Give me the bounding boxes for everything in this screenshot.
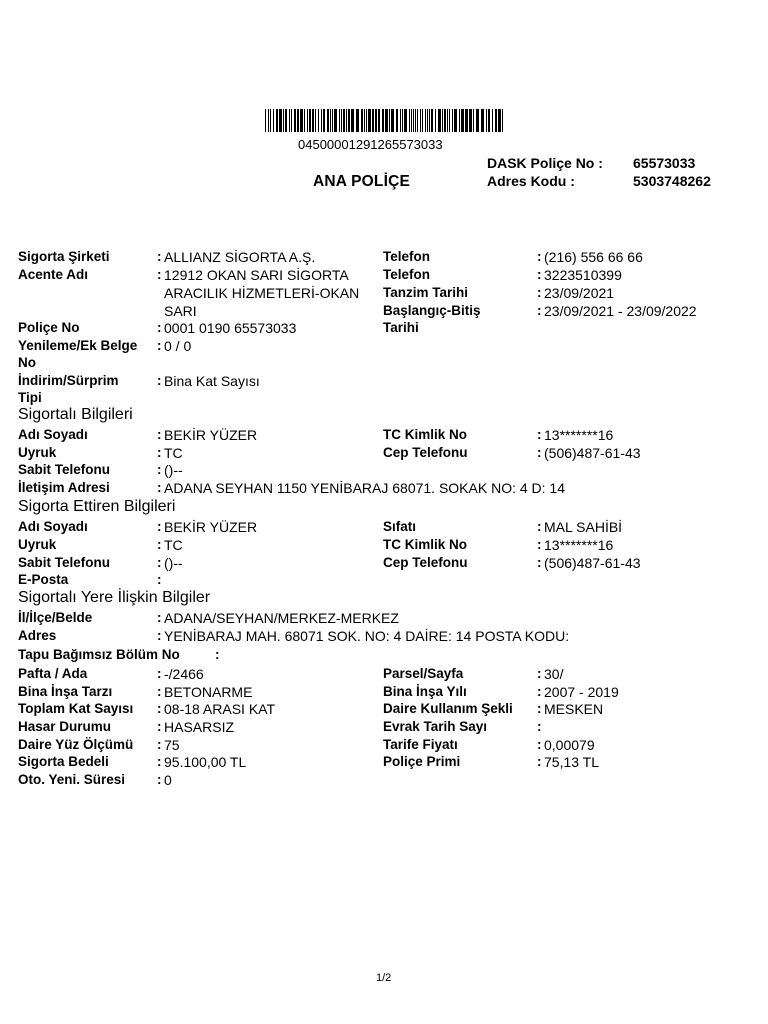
area-value: 75 [164,737,180,753]
colon: : [157,320,162,335]
colon: : [157,572,162,587]
colon: : [157,267,162,282]
colon: : [537,666,542,681]
colon: : [537,445,542,460]
colon: : [215,647,220,662]
usage-type-value: MESKEN [544,701,604,717]
agency-value-line3: SARI [164,303,197,319]
colon: : [157,537,162,552]
colon: : [157,666,162,681]
insured-nationality-value: TC [164,445,183,461]
colon: : [537,737,542,752]
dask-policy-label: DASK Poliçe No : [487,155,603,171]
phone-label: Telefon [383,249,430,264]
colon: : [157,610,162,625]
insurer-label: Sigorta Şirketi [18,249,110,264]
colon: : [537,427,542,442]
period-label: Başlangıç-Bitiş [383,303,481,318]
renewal-value: 0 / 0 [164,338,192,354]
policyholder-landline-value: ()-- [164,555,183,571]
document-date-label: Evrak Tarih Sayı [383,719,488,734]
address-code-value: 5303748262 [633,173,711,189]
phone-2-value: 3223510399 [544,267,622,283]
issue-date-label: Tanzim Tarihi [383,285,469,300]
location-heading: Sigortalı Yere İlişkin Bilgiler [18,589,211,606]
colon: : [157,249,162,264]
province-value: ADANA/SEYHAN/MERKEZ-MERKEZ [164,610,399,626]
insured-nationality-label: Uyruk [18,445,57,460]
barcode-number: 04500001291265573033 [298,137,443,152]
sum-insured-value: 95.100,00 TL [164,754,247,770]
colon: : [537,684,542,699]
parcel-label: Parsel/Sayfa [383,666,464,681]
colon: : [157,719,162,734]
agency-value: 12912 OKAN SARI SİGORTA [164,267,349,283]
damage-status-label: Hasar Durumu [18,719,112,734]
policy-no-label: Poliçe No [18,320,80,335]
auto-renewal-value: 0 [164,772,172,788]
construction-type-value: BETONARME [164,684,253,700]
renewal-label: Yenileme/Ek Belge [18,338,138,353]
period-value: 23/09/2021 - 23/09/2022 [544,303,697,319]
insurer-value: ALLIANZ SİGORTA A.Ş. [164,249,316,265]
colon: : [157,462,162,477]
parcel-value: 30/ [544,666,564,682]
location-address-label: Adres [18,628,57,643]
usage-type-label: Daire Kullanım Şekli [383,701,513,716]
colon: : [157,772,162,787]
agency-label: Acente Adı [18,267,89,282]
map-block-label: Pafta / Ada [18,666,88,681]
location-address-value: YENİBARAJ MAH. 68071 SOK. NO: 4 DAİRE: 14 POSTA KODU: [164,628,570,644]
address-code-label: Adres Kodu : [487,173,575,189]
policyholder-role-label: Sıfatı [383,519,417,534]
construction-year-label: Bina İnşa Yılı [383,684,467,699]
province-label: İl/İlçe/Belde [18,610,93,625]
colon: : [537,537,542,552]
floor-count-label: Toplam Kat Sayısı [18,701,134,716]
phone-2-label: Telefon [383,267,430,282]
insured-address-value: ADANA SEYHAN 1150 YENİBARAJ 68071. SOKAK NO: 4 D: 14 [164,480,566,496]
construction-type-label: Bina İnşa Tarzı [18,684,113,699]
insured-address-label: İletişim Adresi [18,480,110,495]
policyholder-tc-value: 13*******16 [544,537,614,553]
policyholder-landline-label: Sabit Telefonu [18,555,111,570]
colon: : [537,285,542,300]
tariff-label: Tarife Fiyatı [383,737,458,752]
insured-heading: Sigortalı Bilgileri [18,406,133,423]
colon: : [157,519,162,534]
map-block-value: -/2466 [164,666,204,682]
policyholder-mobile-value: (506)487-61-43 [544,555,641,571]
colon: : [537,303,542,318]
insured-name-label: Adı Soyadı [18,427,88,442]
colon: : [157,555,162,570]
colon: : [537,519,542,534]
damage-status-value: HASARSIZ [164,719,235,735]
colon: : [157,737,162,752]
barcode-image [265,109,503,132]
dask-policy-value: 65573033 [633,155,696,171]
phone-value: (216) 556 66 66 [544,249,643,265]
period-label-line2: Tarihi [383,320,419,335]
colon: : [157,628,162,643]
insured-landline-value: ()-- [164,462,183,478]
policy-no-value: 0001 0190 65573033 [164,320,297,336]
colon: : [157,701,162,716]
premium-value: 75,13 TL [544,754,600,770]
colon: : [157,427,162,442]
colon: : [537,249,542,264]
page-title: ANA POLİÇE [313,173,411,190]
discount-value: Bina Kat Sayısı [164,373,260,389]
sum-insured-label: Sigorta Bedeli [18,754,109,769]
issue-date-value: 23/09/2021 [544,285,615,301]
insured-mobile-label: Cep Telefonu [383,445,468,460]
colon: : [537,701,542,716]
policyholder-email-label: E-Posta [18,572,69,587]
floor-count-value: 08-18 ARASI KAT [164,701,276,717]
policyholder-name-label: Adı Soyadı [18,519,88,534]
colon: : [537,555,542,570]
page-number: 1/2 [376,972,392,984]
insured-landline-label: Sabit Telefonu [18,462,111,477]
discount-label-line2: Tipi [18,390,42,405]
premium-label: Poliçe Primi [383,754,461,769]
policyholder-mobile-label: Cep Telefonu [383,555,468,570]
colon: : [157,480,162,495]
colon: : [537,754,542,769]
colon: : [157,754,162,769]
area-label: Daire Yüz Ölçümü [18,737,134,752]
colon: : [537,719,542,734]
auto-renewal-label: Oto. Yeni. Süresi [18,772,126,787]
policyholder-heading: Sigorta Ettiren Bilgileri [18,498,176,515]
construction-year-value: 2007 - 2019 [544,684,619,700]
insured-tc-label: TC Kimlik No [383,427,468,442]
policyholder-name-value: BEKİR YÜZER [164,519,258,535]
policyholder-nationality-label: Uyruk [18,537,57,552]
discount-label: İndirim/Sürprim [18,373,119,388]
colon: : [157,338,162,353]
policyholder-tc-label: TC Kimlik No [383,537,468,552]
colon: : [537,267,542,282]
renewal-label-line2: No [18,355,36,370]
tariff-value: 0,00079 [544,737,595,753]
deed-unit-label: Tapu Bağımsız Bölüm No [18,647,180,662]
colon: : [157,684,162,699]
policyholder-role-value: MAL SAHİBİ [544,519,623,535]
agency-value-line2: ARACILIK HİZMETLERİ-OKAN [164,285,360,301]
insured-mobile-value: (506)487-61-43 [544,445,641,461]
policyholder-nationality-value: TC [164,537,183,553]
colon: : [157,373,162,388]
insured-tc-value: 13*******16 [544,427,614,443]
insured-name-value: BEKİR YÜZER [164,427,258,443]
colon: : [157,445,162,460]
